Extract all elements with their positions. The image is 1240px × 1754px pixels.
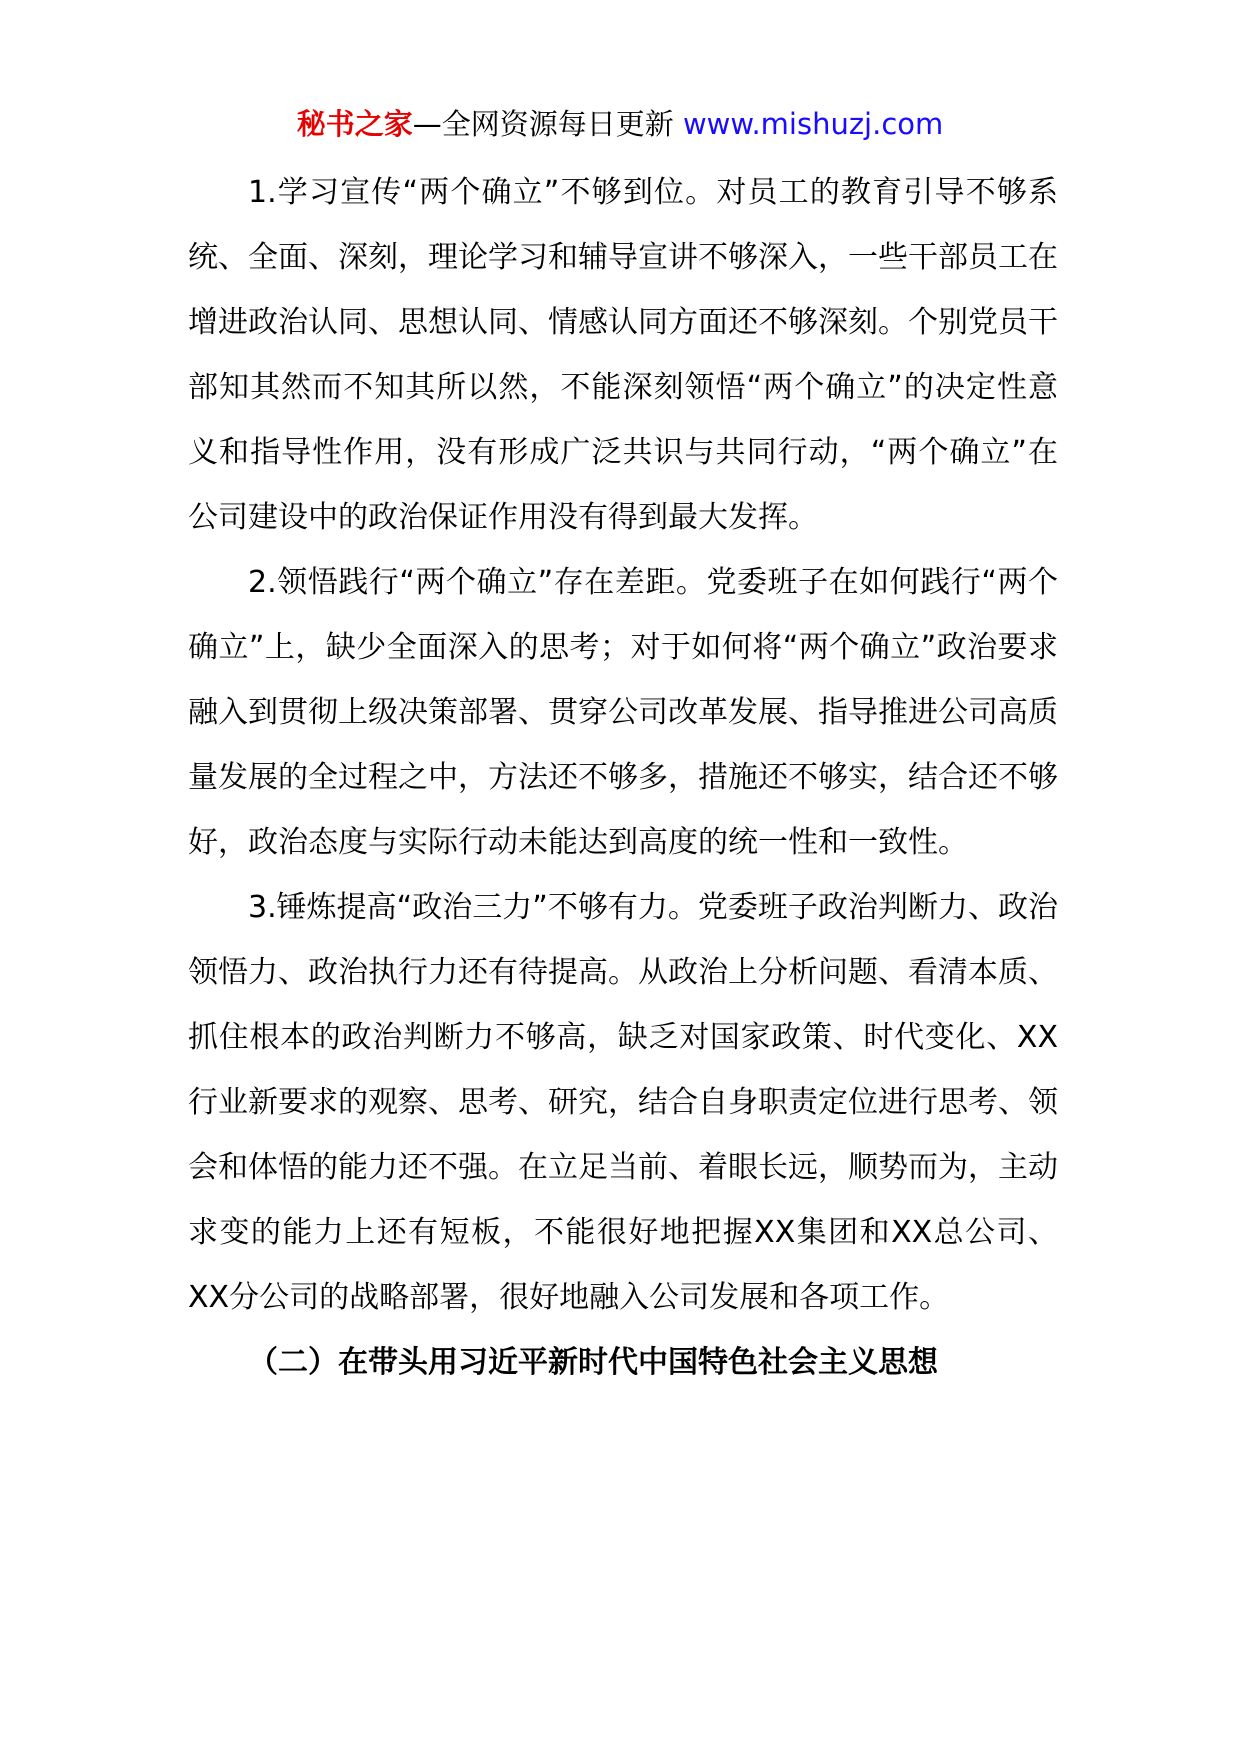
section-heading: （二）在带头用习近平新时代中国特色社会主义思想 [248,1345,938,1380]
paragraph-1: 1.学习宣传“两个确立”不够到位。对员工的教育引导不够系统、全面、深刻，理论学习和辅导宣讲不够深入，一些干部员工在增进政治认同、思想认同、情感认同方面还不够深刻。个别党员干部知其然而不知其所以然，不能深刻领悟“两个确立”的决定性意义和指导性作用，没有形成广泛共识与共同行动，“两个确立”在公司建设中的政治保证作用没有得到最大发挥。 [188,175,1058,535]
brand-name: 秘书之家 [296,107,413,141]
paragraph-3: 3.锤炼提高“政治三力”不够有力。党委班子政治判断力、政治领悟力、政治执行力还有待提高。从政治上分析问题、看清本质、抓住根本的政治判断力不够高，缺乏对国家政策、时代变化、XX行业新要求的观察、思考、研究，结合自身职责定位进行思考、领会和体悟的能力还不强。在立足当前、着眼长远，顺势而为，主动求变的能力上还有短板，不能很好地把握XX集团和XX总公司、XX分公司的战略部署，很好地融入公司发展和各项工作。 [188,890,1058,1315]
site-url-link[interactable]: www.mishuzj.com [682,107,944,141]
document-body [188,160,1058,1395]
paragraph-2: 2.领悟践行“两个确立”存在差距。党委班子在如何践行“两个确立”上，缺少全面深入的思考；对于如何将“两个确立”政治要求融入到贯彻上级决策部署、贯穿公司改革发展、指导推进公司高质量发展的全过程之中，方法还不够多，措施还不够实，结合还不够好，政治态度与实际行动未能达到高度的统一性和一致性。 [188,565,1058,860]
site-header [0,104,1240,144]
header-tagline: —全网资源每日更新 [412,107,674,141]
